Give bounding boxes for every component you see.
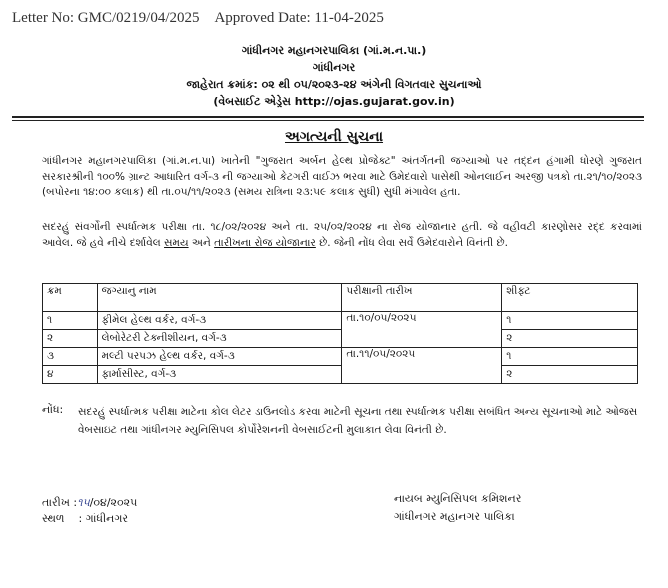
header-exam-date: પરીક્ષાની તારીખ: [342, 284, 502, 312]
footer-place: [42, 512, 128, 526]
row-post: ફીમેલ હેલ્થ વર્કર, વર્ગ-૩: [97, 312, 342, 330]
row-shift: ૨: [502, 366, 638, 384]
row-shift: ૧: [502, 312, 638, 330]
date-handwritten-day: ૧૫: [77, 496, 90, 509]
table-row: [43, 366, 638, 384]
org-name: ગાંધીનગર મહાનગરપાલિકા (ગાં.મ.ન.પા.): [241, 44, 427, 57]
notice-title: અગત્યની સુચના: [284, 129, 384, 145]
header-post-name: જગ્યાનુ નામ: [97, 284, 342, 312]
table-row: [43, 330, 638, 348]
exam-schedule-table: [42, 283, 638, 384]
row-shift: ૧: [502, 348, 638, 366]
row-exam-date: તા.૧૦/૦૫/૨૦૨૫: [342, 312, 502, 348]
para2-text-b: અને: [188, 236, 215, 249]
row-post: લેબોરેટરી ટેક્નીશીયન, વર્ગ-૩: [97, 330, 342, 348]
table-header-row: [43, 284, 638, 312]
letter-header: [12, 10, 396, 27]
signatory-title: નાયબ મ્યુનિસિપલ કમિશનર: [394, 492, 522, 505]
row-serial: ૨: [43, 330, 98, 348]
website-address: (વેબસાઈટ એડ્રેસ http://ojas.gujarat.gov.in): [213, 95, 455, 108]
date-rest: /૦૪/૨૦૨૫: [89, 496, 138, 509]
advertisement-number: જાહેરાત ક્રમાંક: ૦૨ થી ૦૫/૨૦૨૩-૨૪ અંગેની વિગતવાર સુચનાઓ: [186, 78, 482, 91]
divider-thick: [12, 116, 644, 118]
row-post: ફાર્માસીસ્ટ, વર્ગ-૩: [97, 366, 342, 384]
note-text: સદરહું સ્પર્ધાત્મક પરીક્ષા માટેના કોલ લેટર ડાઉનલોડ કરવા માટેની સૂચના તથા સ્પર્ધાત્મક પરીક્ષા સબંધિત અન્ય સૂચનાઓ માટે ઓજસ વેબસાઇટ તથા ગાંધીનગર મ્યુનિસિપલ કોર્પોરેશનની વેબસાઈટની મુલાકાત લેવા વિનંતી છે.: [78, 406, 638, 436]
org-city: ગાંધીનગર: [312, 61, 356, 74]
row-serial: ૧: [43, 312, 98, 330]
divider-thin: [12, 120, 644, 121]
footer-date: [42, 496, 137, 510]
note-label: નોંધ:: [42, 403, 64, 416]
table-row: [43, 312, 638, 330]
notice-paragraph-1: ગાંધીનગર મહાનગરપાલિકા (ગાં.મ.ન.પા) ખાતેની "ગુજરાત અર્બન હેલ્થ પ્રોજેક્ટ" અંતર્ગતની જગ્યાઓ પર તદ્દન હંગામી ધોરણે ગુજરાત સરકારશ્રીની ૧૦૦% ગ્રાન્ટ આધારિત વર્ગ-૩ ની જગ્યાઓ કેટગરી વાઈઝ ભરવા માટે ઉમેદવારો પાસેથી ઓનલાઈન અરજી પત્રકો તા.૨૧/૧૦/૨૦૨૩ (બપોરના ૧૪:૦૦ કલાક) થી તા.૦૫/૧૧/૨૦૨૩ (સમય રાત્રિના ૨૩:૫૯ કલાક સુધી) સુધી મંગાવેલ હતા.: [42, 155, 642, 198]
date-label: તારીખ :: [42, 496, 78, 509]
row-serial: ૩: [43, 348, 98, 366]
notice-paragraph-2: [42, 220, 642, 251]
signatory-org: ગાંધીનગર મહાનગર પાલિકા: [394, 510, 515, 523]
header-shift: શીફ્ટ: [502, 284, 638, 312]
header-serial: ક્રમ: [43, 284, 98, 312]
place-value: : ગાંધીનગર: [78, 512, 129, 525]
para2-underlined-time: સમય: [164, 236, 189, 249]
row-serial: ૪: [43, 366, 98, 384]
para2-text-c: છે. જેની નોંધ લેવા સર્વે ઉમેદવારોને વિનંતી છે.: [315, 236, 508, 249]
place-label: સ્થળ: [42, 512, 65, 525]
row-exam-date: તા.૧૧/૦૫/૨૦૨૫: [342, 348, 502, 384]
para2-underlined-date: તારીખના રોજ યોજાનાર: [214, 236, 316, 249]
approved-date: Approved Date: 11-04-2025: [214, 10, 384, 26]
para2-text-a: સદરહું સંવર્ગોની સ્પર્ધાત્મક પરીક્ષા તા. ૧૮/૦૨/૨૦૨૪ અને તા. ૨૫/૦૨/૨૦૨૪ ના રોજ યોજાનાર હતી. જે વહીવટી કારણોસર રદ્દ કરવામાં આવેલ. જે હવે નીચે દર્શાવેલ: [42, 221, 642, 249]
letter-number: Letter No: GMC/0219/04/2025: [12, 10, 200, 26]
table-row: [43, 348, 638, 366]
row-shift: ૨: [502, 330, 638, 348]
row-post: મલ્ટી પરપઝ હેલ્થ વર્કર, વર્ગ-૩: [97, 348, 342, 366]
